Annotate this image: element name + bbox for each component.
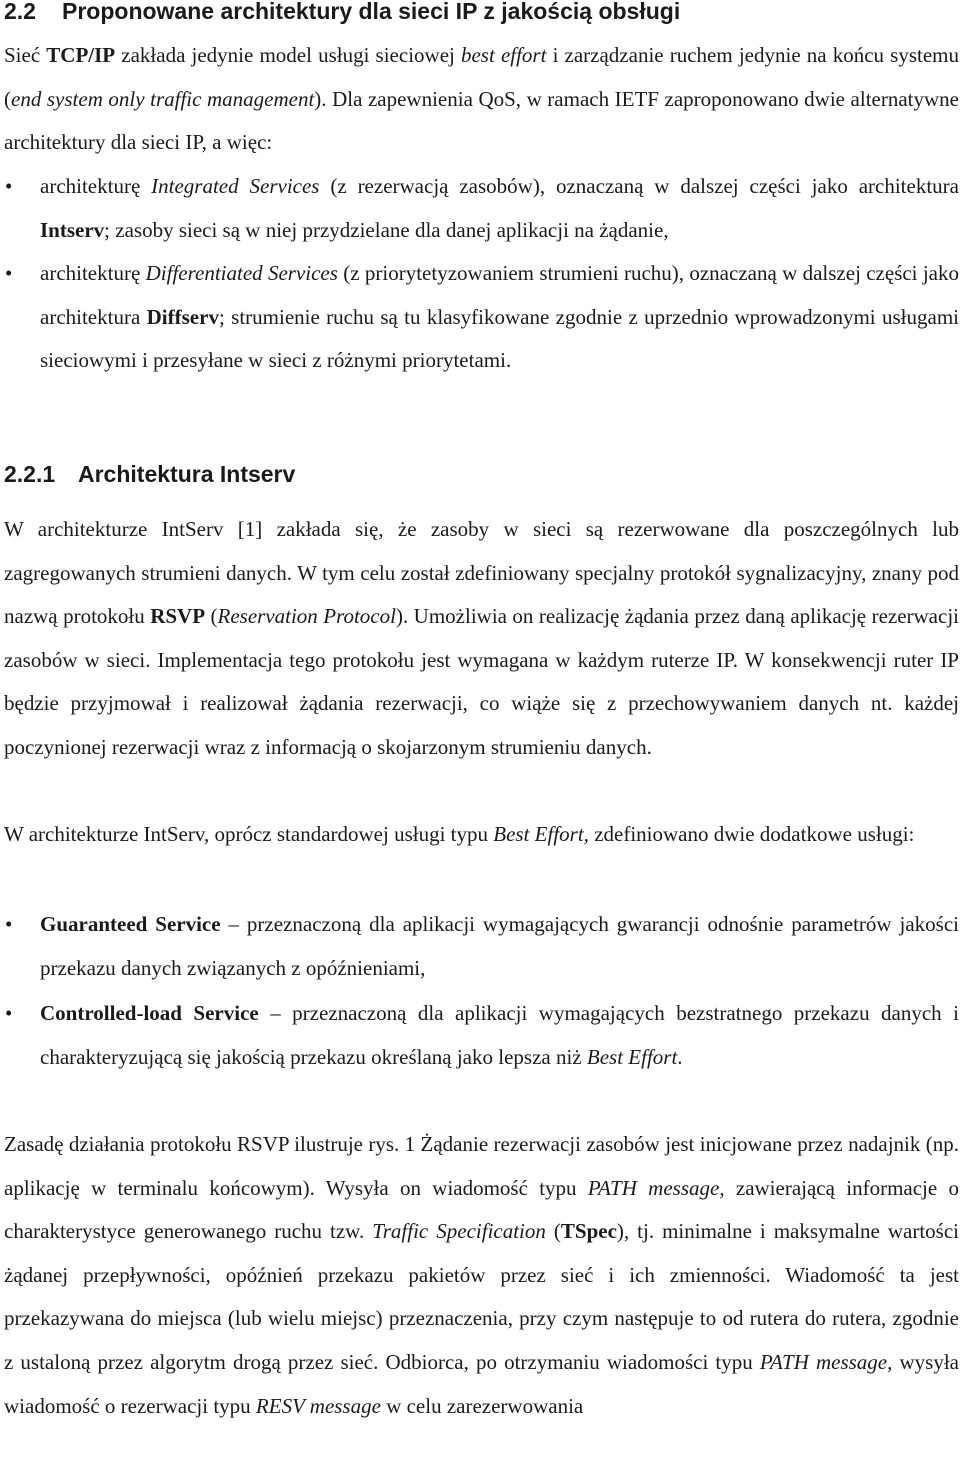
bold-term: Controlled-load Service bbox=[40, 1001, 259, 1026]
text-run: – przeznaczoną dla aplikacji wymagających bezstratnego przekazu danych i charakteryzującą się jakością przekazu określaną jako lepsza niż bbox=[40, 1001, 959, 1069]
text-run: i zarządzanie ruchem jedynie na końcu systemu ( bbox=[4, 43, 959, 111]
bold-term: Guaranteed Service bbox=[40, 912, 221, 936]
intserv-paragraph bbox=[4, 508, 959, 770]
text-run: ( bbox=[205, 604, 218, 629]
text-run: ( bbox=[545, 1219, 561, 1244]
bullet-icon: • bbox=[5, 912, 13, 936]
list-item bbox=[4, 252, 959, 383]
bold-term: Intserv bbox=[40, 217, 105, 242]
italic-term: end system only traffic management bbox=[11, 86, 315, 111]
italic-term: Best Effort bbox=[586, 1044, 678, 1069]
bold-term: TSpec bbox=[560, 1219, 617, 1244]
rsvp-paragraph bbox=[4, 1123, 959, 1428]
bold-term: TCP/IP bbox=[46, 43, 116, 67]
text-run: – przeznaczoną dla aplikacji wymagających gwarancji odnośnie parametrów jakości przekazu danych związanych z opóźnieniami, bbox=[40, 912, 959, 980]
subsection-number: 2.2.1 bbox=[4, 461, 56, 487]
italic-term: Differentiated Services bbox=[145, 261, 338, 286]
list-item bbox=[4, 992, 959, 1079]
italic-term: Traffic Specification bbox=[372, 1219, 546, 1244]
italic-term: best effort bbox=[460, 43, 547, 67]
text-run: zakłada jedynie model usługi sieciowej bbox=[115, 43, 461, 67]
section-title: Proponowane architektury dla sieci IP z jakością obsługi bbox=[62, 0, 681, 24]
text-run: . bbox=[677, 1044, 683, 1069]
italic-term: PATH message, bbox=[759, 1349, 893, 1374]
italic-term: Integrated Services bbox=[151, 174, 320, 198]
italic-term: Best Effort, bbox=[493, 822, 589, 846]
bullet-icon: • bbox=[5, 174, 13, 198]
subsection-title: Architektura Intserv bbox=[78, 461, 296, 487]
list-item bbox=[4, 165, 959, 252]
subsection-heading bbox=[4, 461, 295, 488]
italic-term: PATH message, bbox=[587, 1175, 725, 1200]
text-run: architekturę bbox=[40, 261, 146, 286]
text-run: wysyła wiadomość o rezerwacji typu bbox=[4, 1349, 959, 1418]
text-run: architekturę bbox=[40, 174, 152, 198]
bold-term: Diffserv bbox=[146, 304, 219, 329]
text-run: w celu zarezerwowania bbox=[380, 1393, 584, 1418]
text-run: ). Umożliwia on realizację żądania przez daną aplikację rezerwacji zasobów w sieci. Implementacja tego protokołu jest wymagana w każdym ruterze IP. W konsekwencji ruter IP będzie przyjmował i realizował żądania rezerwacji, co wiąże się z przechowywaniem danych nt. każdej poczynionej rezerwacji wraz z informacją o skojarzonym strumieniu danych. bbox=[4, 604, 959, 759]
section-heading bbox=[4, 0, 680, 25]
text-run: Zasadę działania protokołu RSVP ilustruje rys. 1 Żądanie rezerwacji zasobów jest inicjowane przez nadajnik (np. aplikację w terminalu końcowym). Wysyła on wiadomość typu bbox=[4, 1132, 959, 1200]
list-item bbox=[4, 903, 959, 990]
text-run: ; strumienie ruchu są tu klasyfikowane zgodnie z uprzednio wprowadzonymi usługami sieciowymi i przesyłane w sieci z różnymi priorytetami. bbox=[40, 304, 959, 373]
bold-term: RSVP bbox=[150, 604, 206, 629]
text-run: ). Dla zapewnienia QoS, w ramach IETF zaproponowano dwie alternatywne architektury dla sieci IP, a więc: bbox=[4, 86, 959, 155]
text-run: Sieć bbox=[4, 43, 47, 67]
bullet-icon: • bbox=[5, 261, 13, 286]
italic-term: Reservation Protocol bbox=[217, 604, 396, 629]
services-intro-paragraph bbox=[4, 813, 959, 857]
text-run: (z rezerwacją zasobów), oznaczaną w dalszej części jako architektura bbox=[319, 174, 959, 198]
architecture-list bbox=[4, 165, 959, 383]
section-number: 2.2 bbox=[4, 0, 36, 24]
text-run: W architekturze IntServ [1] zakłada się, że zasoby w sieci są rezerwowane dla poszczególnych lub zagregowanych strumieni danych. W tym celu został zdefiniowany specjalny protokół sygnalizacyjny, znany pod nazwą protokołu bbox=[4, 517, 959, 629]
intro-paragraph bbox=[4, 34, 959, 165]
bullet-icon: • bbox=[5, 1001, 13, 1026]
text-run: zdefiniowano dwie dodatkowe usługi: bbox=[588, 822, 915, 846]
text-run: W architekturze IntServ, oprócz standardowej usługi typu bbox=[4, 822, 494, 846]
text-run: ), tj. minimalne i maksymalne wartości żądanej przepływności, opóźnień przekazu pakietów przez sieć i ich zmienności. Wiadomość ta jest przekazywana do miejsca (lub wielu miejsc) przeznaczenia, przy czym następuje to od rutera do rutera, zgodnie z ustaloną przez algorytm drogą przez sieć. Odbiorca, po otrzymaniu wiadomości typu bbox=[4, 1219, 960, 1374]
services-list bbox=[4, 903, 959, 1079]
italic-term: RESV message bbox=[255, 1393, 381, 1418]
text-run: (z priorytetyzowaniem strumieni ruchu), oznaczaną w dalszej części jako architektura bbox=[40, 261, 959, 329]
text-run: zawierającą informacje o charakterystyce generowanego ruchu tzw. bbox=[4, 1175, 959, 1244]
text-run: ; zasoby sieci są w niej przydzielane dla danej aplikacji na żądanie, bbox=[104, 217, 669, 242]
